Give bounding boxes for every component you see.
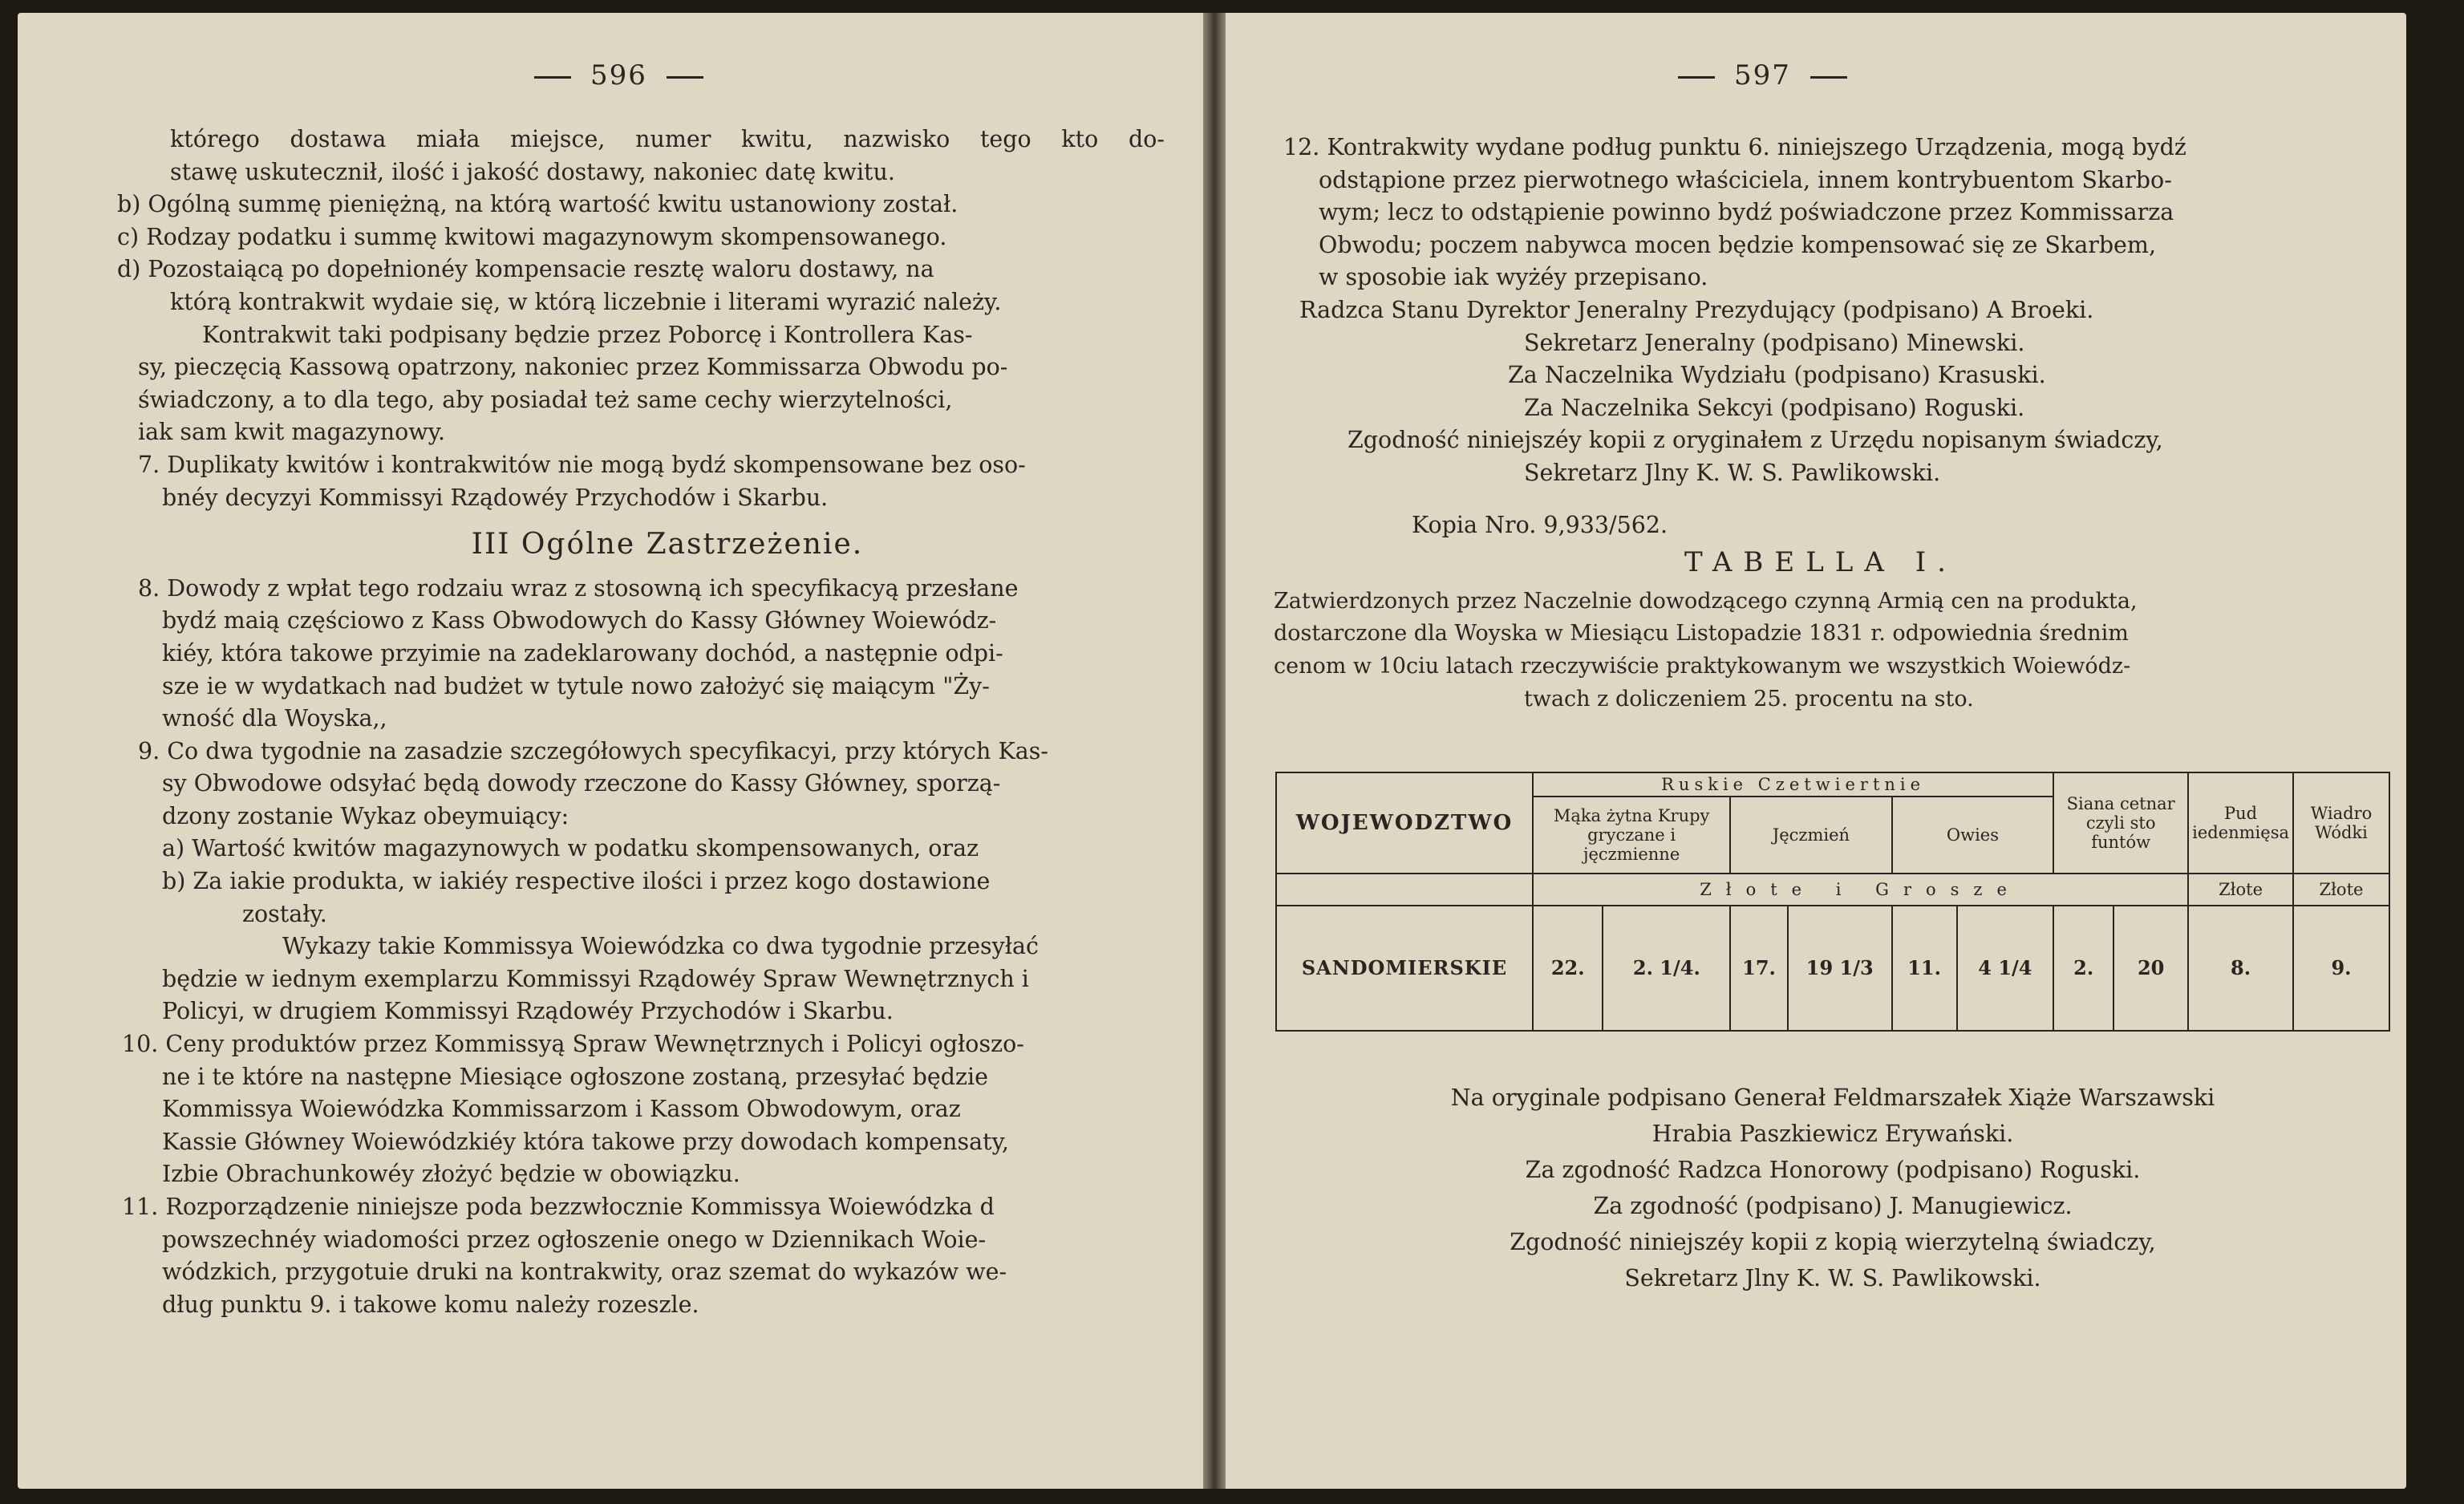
table-cell: 22.	[1533, 906, 1603, 1031]
text-line: ne i te które na następne Miesiące ogłoszone zostaną, przesyłać będzie	[162, 1063, 988, 1090]
text-line: a) Wartość kwitów magazynowych w podatku skompensowanych, oraz	[162, 835, 979, 862]
text-line: Wykazy takie Kommissya Woiewódzka co dwa tygodnie przesyłać	[282, 933, 1039, 960]
text-line: którego dostawa miała miejsce, numer kwitu, nazwisko tego kto do-	[170, 126, 1165, 152]
text-line: Izbie Obrachunkowéy złożyć będzie w obowiązku.	[162, 1161, 740, 1188]
text-line: zostały.	[242, 900, 327, 927]
text-line: b) Ogólną summę pieniężną, na którą wartość kwitu ustanowiony został.	[117, 191, 958, 218]
table-cell: 9.	[2293, 906, 2389, 1031]
text-line: sze ie w wydatkach nad budżet w tytule nowo założyć się maiącym "Ży-	[162, 672, 990, 699]
section-heading: III Ogólne Zastrzeżenie.	[471, 528, 864, 561]
table-cell: 4 1/4	[1957, 906, 2054, 1031]
table-cell: 11.	[1892, 906, 1957, 1031]
copy-number: Kopia Nro. 9,933/562.	[1412, 511, 1668, 538]
currency-wiadro: Złote	[2293, 874, 2389, 906]
text-line: bydź maią częściowo z Kass Obwodowych do Kassy Główney Woiewódz-	[162, 607, 997, 634]
text-line: odstąpione przez pierwotnego właściciela, innem kontrybuentom Skarbo-	[1319, 166, 2172, 193]
footer-line: Zgodność niniejszéy kopii z kopią wierzytelną świadczy,	[1510, 1229, 2156, 1255]
table-cell: 8.	[2188, 906, 2293, 1031]
text-line: wym; lecz to odstąpienie powinno bydź poświadczone przez Kommissarza	[1319, 199, 2174, 226]
text-line: Kontrakwit taki podpisany będzie przez Poborcę i Kontrollera Kas-	[202, 321, 973, 348]
intro-line: dostarczone dla Woyska w Miesiącu Listopadzie 1831 r. odpowiednia średnim	[1274, 621, 2129, 647]
text-line: 11. Rozporządzenie niniejsze poda bezzwłocznie Kommissya Woiewódzka d	[122, 1194, 995, 1220]
footer-line: Za zgodność (podpisano) J. Manugiewicz.	[1593, 1193, 2073, 1219]
header-jeczmien: Jęczmień	[1730, 797, 1891, 874]
text-line: 9. Co dwa tygodnie na zasadzie szczegółowych specyfikacyi, przy których Kas-	[138, 737, 1048, 764]
text-line: Kassie Główney Woiewódzkiéy która takowe przy dowodach kompensaty,	[162, 1128, 1009, 1155]
table-title: TABELLA I.	[1684, 546, 1957, 579]
left-page	[18, 13, 1203, 1489]
text-line: b) Za iakie produkta, w iakiéy respective ilości i przez kogo dostawione	[162, 868, 991, 895]
footer-block	[1275, 1080, 2390, 1296]
text-line: 12. Kontrakwity wydane podług punktu 6. niniejszego Urządzenia, mogą bydź	[1283, 134, 2186, 160]
header-siano: Siana cetnar czyli sto funtów	[2053, 772, 2188, 874]
header-wiadro: Wiadro Wódki	[2293, 772, 2389, 874]
header-owies: Owies	[1892, 797, 2053, 874]
text-line: kiéy, która takowe przyimie na zadeklarowany dochód, a następnie odpi-	[162, 639, 1003, 667]
text-line: sy, pieczęcią Kassową opatrzony, nakoniec przez Kommissarza Obwodu po-	[138, 354, 1008, 381]
text-line: iak sam kwit magazynowy.	[138, 419, 446, 446]
signature-line: Za Naczelnika Wydziału (podpisano) Krasuski.	[1508, 362, 2046, 389]
footer-line: Na oryginale podpisano Generał Feldmarszałek Xiąże Warszawski	[1450, 1084, 2215, 1111]
table-cell: 2. 1/4.	[1603, 906, 1730, 1031]
text-line: 7. Duplikaty kwitów i kontrakwitów nie mogą bydź skompensowane bez oso-	[138, 451, 1026, 478]
table-cell: 17.	[1730, 906, 1788, 1031]
text-line: którą kontrakwit wydaie się, w którą liczebnie i literami wyrazić należy.	[170, 288, 1002, 315]
left-text-block	[117, 124, 1165, 1321]
page-number-left: 596	[515, 59, 723, 91]
table-row-region: SANDOMIERSKIE	[1276, 906, 1533, 1031]
header-maka: Mąka żytna Krupy gryczane i jęczmienne	[1533, 797, 1730, 874]
text-line: wódzkich, przygotuie druki na kontrakwity, oraz szemat do wykazów we-	[162, 1259, 1007, 1286]
text-line: d) Pozostaiącą po dopełnionéy kompensacie resztę waloru dostawy, na	[117, 256, 934, 283]
currency-pud: Złote	[2188, 874, 2293, 906]
table-cell: 19 1/3	[1788, 906, 1892, 1031]
text-line: dzony zostanie Wykaz obeymuiący:	[162, 802, 569, 829]
text-line: w sposobie iak wyżéy przepisano.	[1319, 264, 1708, 291]
price-table	[1275, 772, 2390, 1032]
text-line: Kommissya Woiewódzka Kommissarzom i Kassom Obwodowym, oraz	[162, 1096, 961, 1123]
table-cell: 20	[2113, 906, 2188, 1031]
right-page	[1226, 13, 2406, 1489]
footer-line: Za zgodność Radzca Honorowy (podpisano) Roguski.	[1525, 1157, 2141, 1183]
text-line: Policyi, w drugiem Kommissyi Rządowéy Przychodów i Skarbu.	[162, 998, 894, 1025]
text-line: powszechnéy wiadomości przez ogłoszenie onego w Dziennikach Woie-	[162, 1226, 987, 1253]
text-line: dług punktu 9. i takowe komu należy rozeszle.	[162, 1291, 699, 1318]
book-gutter	[1203, 13, 1226, 1489]
table-cell: 2.	[2053, 906, 2113, 1031]
text-line: będzie w iednym exemplarzu Kommissyi Rządowéy Spraw Wewnętrznych i	[162, 965, 1029, 992]
header-region: WOJEWODZTWO	[1276, 772, 1533, 874]
text-line: 10. Ceny produktów przez Kommissyą Spraw Wewnętrznych i Policyi ogłoszo-	[122, 1031, 1024, 1058]
text-line: sy Obwodowe odsyłać będą dowody rzeczone do Kassy Główney, sporzą-	[162, 770, 1001, 797]
footer-line: Hrabia Paszkiewicz Erywański.	[1651, 1121, 2014, 1147]
page-number-right: 597	[1659, 59, 1866, 91]
header-group: Ruskie Czetwiertnie	[1533, 772, 2053, 797]
signature-line: Zgodność niniejszéy kopii z oryginałem z Urzędu nopisanym świadczy,	[1348, 427, 2163, 454]
signature-line: Sekretarz Jlny K. W. S. Pawlikowski.	[1524, 459, 1941, 486]
text-line: 8. Dowody z wpłat tego rodzaiu wraz z stosowną ich specyfikacyą przesłane	[138, 574, 1019, 602]
text-line: bnéy decyzyi Kommissyi Rządowéy Przychodów i Skarbu.	[162, 484, 829, 511]
text-line: wność dla Woyska,,	[162, 705, 387, 732]
intro-line: twach z doliczeniem 25. procentu na sto.	[1524, 686, 1974, 711]
footer-line: Sekretarz Jlny K. W. S. Pawlikowski.	[1624, 1265, 2041, 1291]
text-line: c) Rodzay podatku i summę kwitowi magazynowym skompensowanego.	[117, 223, 947, 250]
signature-line: Radzca Stanu Dyrektor Jeneralny Prezydujący (podpisano) A Broeki.	[1299, 296, 2094, 323]
text-line: Obwodu; poczem nabywca mocen będzie kompensować się ze Skarbem,	[1319, 231, 2157, 258]
text-line: stawę uskutecznił, ilość i jakość dostawy, nakoniec datę kwitu.	[170, 158, 895, 185]
currency-main: Złote i Grosze	[1533, 874, 2188, 906]
signature-line: Za Naczelnika Sekcyi (podpisano) Roguski.	[1524, 394, 2025, 421]
intro-line: cenom w 10ciu latach rzeczywiście praktykowanym we wszystkich Woiewódz-	[1274, 653, 2131, 679]
text-line: świadczony, a to dla tego, aby posiadał też same cechy wierzytelności,	[138, 386, 953, 413]
intro-line: Zatwierdzonych przez Naczelnie dowodzącego czynną Armią cen na produkta,	[1274, 588, 2138, 614]
signature-line: Sekretarz Jeneralny (podpisano) Minewski.	[1524, 329, 2025, 356]
header-pud: Pud iedenmięsa	[2188, 772, 2293, 874]
right-text-block	[1274, 132, 2358, 716]
